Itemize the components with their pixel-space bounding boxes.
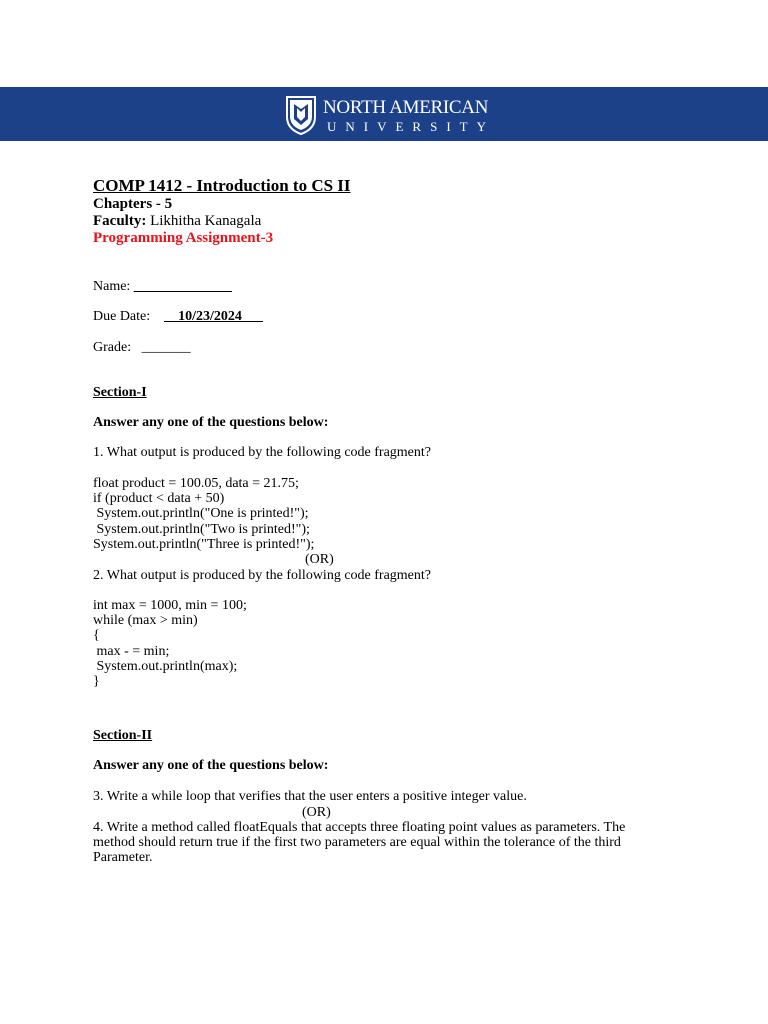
university-logo bbox=[285, 95, 495, 135]
code-line: System.out.println("Two is printed!"); bbox=[93, 521, 310, 537]
code-line: while (max > min) bbox=[93, 613, 198, 629]
code-line: System.out.println("Three is printed!"); bbox=[93, 536, 315, 552]
faculty-line bbox=[93, 213, 693, 230]
due-date-field bbox=[93, 309, 693, 324]
code-block-1 bbox=[93, 476, 693, 552]
name-field bbox=[93, 279, 693, 294]
course-title: COMP 1412 - Introduction to CS II bbox=[93, 176, 351, 195]
code-line: { bbox=[93, 628, 100, 644]
section-1-instruction: Answer any one of the questions below: bbox=[93, 415, 329, 431]
due-date-value: __10/23/2024___ bbox=[164, 309, 263, 325]
grade-value: _______ bbox=[141, 339, 191, 355]
university-shield-icon bbox=[285, 95, 317, 135]
code-block-2 bbox=[93, 598, 693, 690]
code-line: System.out.println("One is printed!"); bbox=[93, 506, 309, 522]
name-label: Name: bbox=[93, 279, 131, 294]
or-separator-2: (OR) bbox=[302, 804, 331, 820]
question-2: 2. What output is produced by the following code fragment? bbox=[93, 567, 431, 583]
question-4: 4. Write a method called floatEquals that accepts three floating point values as parameters. The method should return true if the first two parameters are equal within the tolerance of the third Parameter. bbox=[93, 819, 626, 866]
faculty-name: Likhitha Kanagala bbox=[150, 213, 262, 229]
faculty-label: Faculty: bbox=[93, 213, 147, 229]
grade-field bbox=[93, 340, 693, 355]
section-2-instruction: Answer any one of the questions below: bbox=[93, 757, 329, 773]
assignment-title: Programming Assignment-3 bbox=[93, 230, 274, 246]
logo-line1: NORTH AMERICAN bbox=[323, 96, 489, 118]
code-line: int max = 1000, min = 100; bbox=[93, 597, 247, 613]
section-1-title: Section-I bbox=[93, 384, 147, 400]
question-3: 3. Write a while loop that verifies that the user enters a positive integer value. bbox=[93, 789, 527, 805]
code-line: } bbox=[93, 674, 100, 690]
code-line: float product = 100.05, data = 21.75; bbox=[93, 475, 299, 491]
logo-line2: UNIVERSITY bbox=[327, 118, 495, 134]
due-date-label: Due Date: bbox=[93, 309, 151, 325]
name-value: __ __ bbox=[133, 279, 232, 294]
document-body bbox=[93, 176, 693, 866]
section-2-title: Section-II bbox=[93, 727, 153, 743]
question-1: 1. What output is produced by the following code fragment? bbox=[93, 445, 431, 461]
code-line: System.out.println(max); bbox=[93, 659, 238, 675]
chapters: Chapters - 5 bbox=[93, 196, 173, 212]
code-line: max - = min; bbox=[93, 643, 170, 659]
grade-label: Grade: bbox=[93, 339, 132, 355]
code-line: if (product < data + 50) bbox=[93, 491, 225, 507]
header-banner bbox=[0, 87, 768, 141]
or-separator-1: (OR) bbox=[305, 552, 334, 568]
